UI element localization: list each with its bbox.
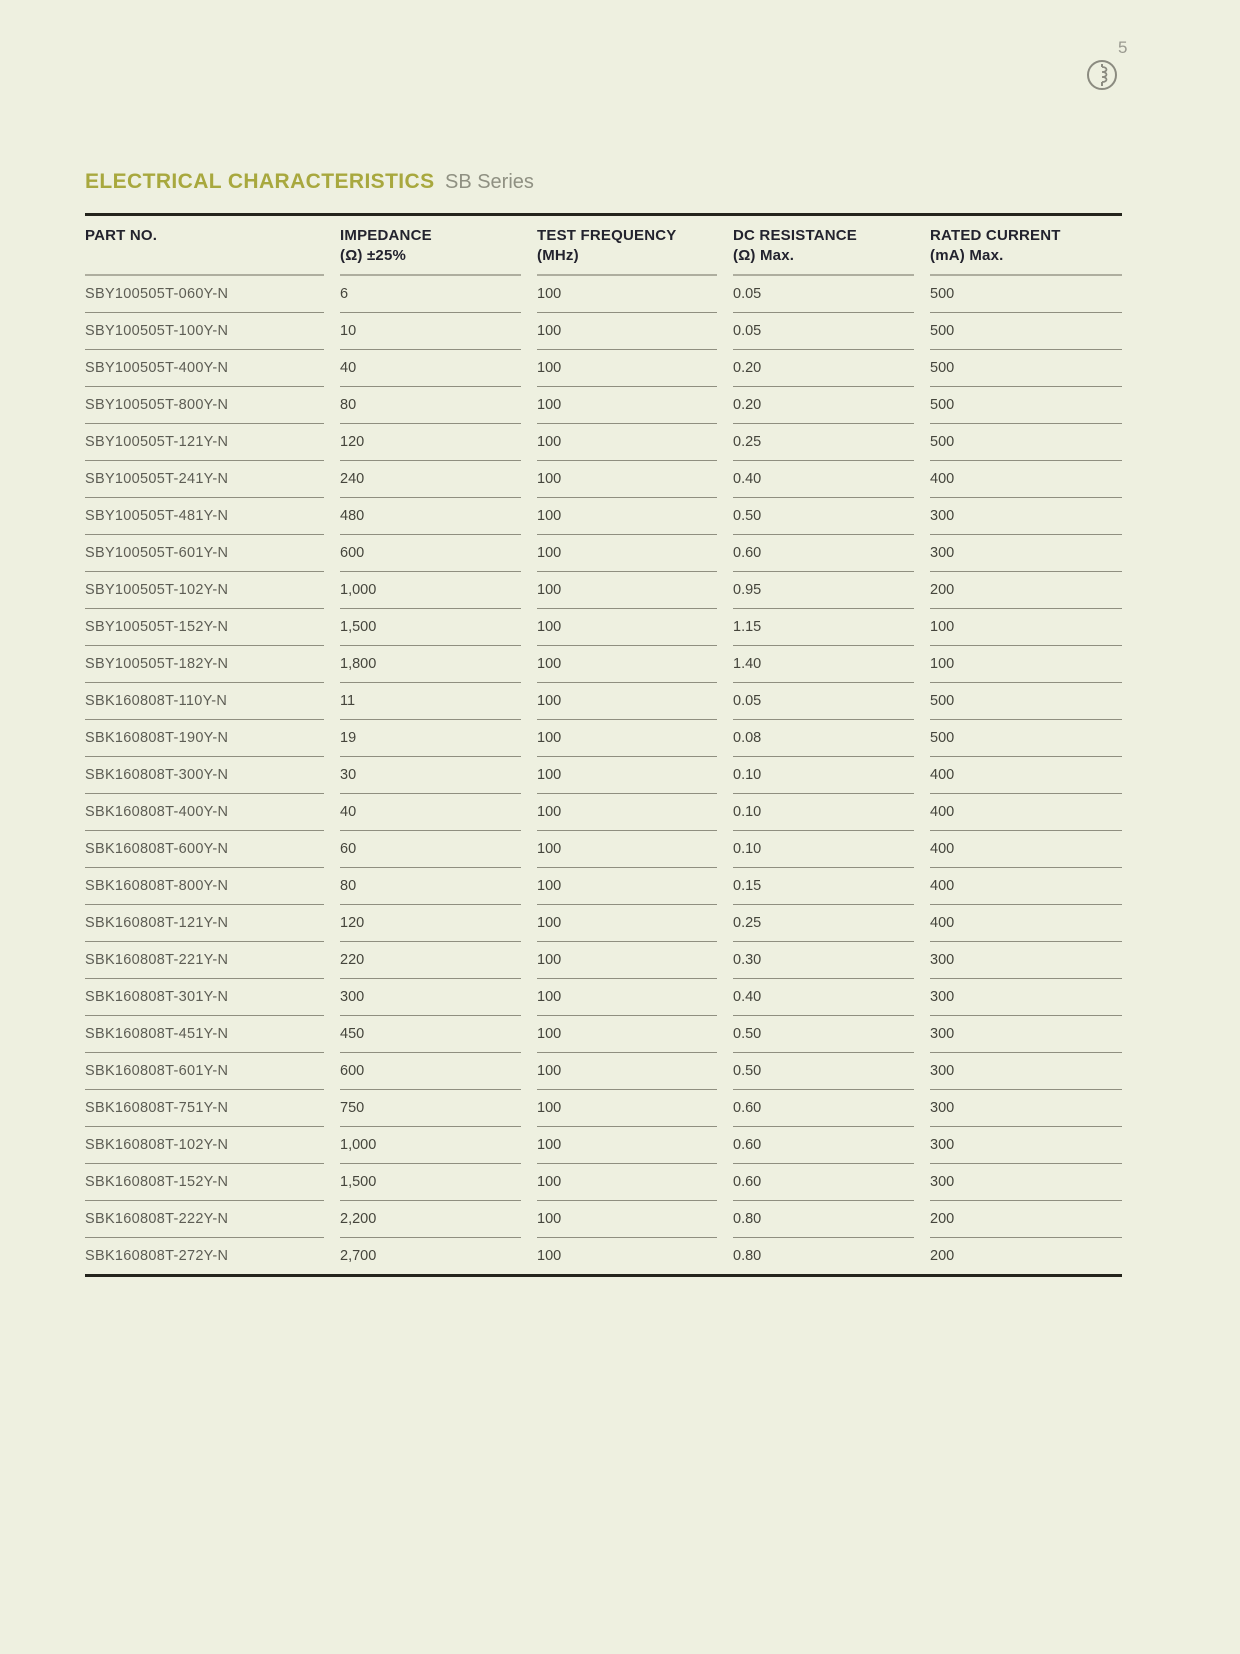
column-header-line1: PART NO.	[85, 227, 158, 244]
part-number-cell: SBK160808T-601Y-N	[85, 1053, 324, 1090]
value-cell: 0.25	[733, 424, 914, 461]
value-cell: 0.40	[733, 979, 914, 1016]
part-number-cell: SBY100505T-601Y-N	[85, 535, 324, 572]
table-row	[85, 350, 1122, 387]
value-cell: 0.30	[733, 942, 914, 979]
part-number-cell: SBY100505T-800Y-N	[85, 387, 324, 424]
table-row	[85, 905, 1122, 942]
part-number-cell: SBY100505T-241Y-N	[85, 461, 324, 498]
value-cell: 1,800	[340, 646, 521, 683]
part-number-cell: SBY100505T-100Y-N	[85, 313, 324, 350]
table-row	[85, 868, 1122, 905]
table-row	[85, 1127, 1122, 1164]
value-cell: 300	[930, 1090, 1122, 1127]
value-cell: 0.05	[733, 683, 914, 720]
value-cell: 0.10	[733, 831, 914, 868]
value-cell: 750	[340, 1090, 521, 1127]
value-cell: 0.50	[733, 1016, 914, 1053]
value-cell: 300	[930, 535, 1122, 572]
table-row	[85, 276, 1122, 313]
part-number-cell: SBY100505T-152Y-N	[85, 609, 324, 646]
table-row	[85, 1201, 1122, 1238]
table-row	[85, 757, 1122, 794]
value-cell: 500	[930, 387, 1122, 424]
value-cell: 200	[930, 572, 1122, 609]
column-header-line2: (MHz)	[537, 247, 579, 264]
value-cell: 1,500	[340, 609, 521, 646]
value-cell: 120	[340, 424, 521, 461]
table-row	[85, 313, 1122, 350]
table-row	[85, 979, 1122, 1016]
value-cell: 1.15	[733, 609, 914, 646]
part-number-cell: SBY100505T-060Y-N	[85, 276, 324, 313]
section-title-row	[85, 170, 1122, 196]
value-cell: 100	[537, 387, 717, 424]
value-cell: 100	[930, 609, 1122, 646]
value-cell: 100	[537, 683, 717, 720]
table-row	[85, 942, 1122, 979]
table-row	[85, 424, 1122, 461]
column-header-line1: TEST FREQUENCY	[537, 227, 677, 244]
value-cell: 100	[537, 720, 717, 757]
value-cell: 2,700	[340, 1248, 377, 1264]
series-subtitle: SB Series	[444, 171, 534, 193]
value-cell: 200	[930, 1201, 1122, 1238]
value-cell: 100	[537, 979, 717, 1016]
value-cell: 300	[340, 979, 521, 1016]
value-cell: 100	[537, 831, 717, 868]
value-cell: 600	[340, 1053, 521, 1090]
value-cell: 0.20	[733, 350, 914, 387]
part-number-cell: SBK160808T-190Y-N	[85, 720, 324, 757]
value-cell: 600	[340, 535, 521, 572]
value-cell: 500	[930, 683, 1122, 720]
value-cell: 500	[930, 720, 1122, 757]
value-cell: 400	[930, 757, 1122, 794]
value-cell: 0.95	[733, 572, 914, 609]
value-cell: 0.10	[733, 757, 914, 794]
value-cell: 100	[537, 461, 717, 498]
value-cell: 400	[930, 831, 1122, 868]
value-cell: 2,200	[340, 1201, 521, 1238]
value-cell: 0.40	[733, 461, 914, 498]
column-header	[537, 216, 717, 276]
value-cell: 1,000	[340, 1127, 521, 1164]
table-row	[85, 683, 1122, 720]
table-header	[85, 216, 1122, 276]
value-cell: 100	[537, 1127, 717, 1164]
value-cell: 100	[537, 1016, 717, 1053]
table-row	[85, 646, 1122, 683]
value-cell: 0.60	[733, 1164, 914, 1201]
value-cell: 300	[930, 1016, 1122, 1053]
table-row	[85, 794, 1122, 831]
part-number-cell: SBK160808T-600Y-N	[85, 831, 324, 868]
value-cell: 11	[340, 683, 521, 720]
value-cell: 400	[930, 794, 1122, 831]
part-number-cell: SBK160808T-800Y-N	[85, 868, 324, 905]
value-cell: 100	[537, 350, 717, 387]
part-number-cell: SBK160808T-751Y-N	[85, 1090, 324, 1127]
value-cell: 0.50	[733, 1053, 914, 1090]
value-cell: 100	[537, 276, 717, 313]
value-cell: 300	[930, 979, 1122, 1016]
value-cell: 0.60	[733, 535, 914, 572]
value-cell: 100	[537, 1164, 717, 1201]
part-number-cell: SBK160808T-152Y-N	[85, 1164, 324, 1201]
value-cell: 10	[340, 313, 521, 350]
value-cell: 0.60	[733, 1090, 914, 1127]
value-cell: 0.15	[733, 868, 914, 905]
value-cell: 100	[537, 868, 717, 905]
value-cell: 120	[340, 905, 521, 942]
value-cell: 300	[930, 1053, 1122, 1090]
table-row	[85, 572, 1122, 609]
part-number-cell: SBY100505T-121Y-N	[85, 424, 324, 461]
value-cell: 450	[340, 1016, 521, 1053]
main-content	[85, 170, 1122, 1277]
value-cell: 100	[537, 609, 717, 646]
value-cell: 0.25	[733, 905, 914, 942]
table-row	[85, 1238, 1122, 1274]
part-number-cell: SBY100505T-182Y-N	[85, 646, 324, 683]
value-cell: 100	[537, 794, 717, 831]
value-cell: 300	[930, 498, 1122, 535]
part-number-cell: SBK160808T-102Y-N	[85, 1127, 324, 1164]
value-cell: 100	[537, 757, 717, 794]
value-cell: 1.40	[733, 646, 914, 683]
table-row	[85, 461, 1122, 498]
value-cell: 200	[930, 1248, 955, 1264]
value-cell: 100	[537, 1090, 717, 1127]
value-cell: 0.05	[733, 313, 914, 350]
value-cell: 100	[537, 1201, 717, 1238]
value-cell: 100	[537, 498, 717, 535]
value-cell: 0.10	[733, 794, 914, 831]
value-cell: 80	[340, 868, 521, 905]
column-header	[85, 216, 324, 276]
column-header	[733, 216, 914, 276]
value-cell: 0.80	[733, 1201, 914, 1238]
part-number-cell: SBK160808T-301Y-N	[85, 979, 324, 1016]
value-cell: 500	[930, 350, 1122, 387]
column-header-line1: IMPEDANCE	[340, 227, 432, 244]
value-cell: 40	[340, 794, 521, 831]
value-cell: 400	[930, 868, 1122, 905]
table-row	[85, 720, 1122, 757]
value-cell: 100	[537, 646, 717, 683]
table-row	[85, 1090, 1122, 1127]
part-number-cell: SBK160808T-222Y-N	[85, 1201, 324, 1238]
table-row	[85, 609, 1122, 646]
value-cell: 19	[340, 720, 521, 757]
table-row	[85, 1164, 1122, 1201]
part-number-cell: SBK160808T-110Y-N	[85, 683, 324, 720]
value-cell: 0.20	[733, 387, 914, 424]
value-cell: 40	[340, 350, 521, 387]
value-cell: 0.08	[733, 720, 914, 757]
value-cell: 1,500	[340, 1164, 521, 1201]
part-number-cell: SBK160808T-300Y-N	[85, 757, 324, 794]
value-cell: 220	[340, 942, 521, 979]
column-header-line2: (mA) Max.	[930, 247, 1004, 264]
value-cell: 80	[340, 387, 521, 424]
value-cell: 30	[340, 757, 521, 794]
column-header	[340, 216, 521, 276]
value-cell: 300	[930, 1127, 1122, 1164]
value-cell: 240	[340, 461, 521, 498]
value-cell: 100	[537, 905, 717, 942]
value-cell: 100	[537, 424, 717, 461]
table-row	[85, 387, 1122, 424]
page-number: 5	[1118, 38, 1128, 57]
section-title: ELECTRICAL CHARACTERISTICS	[85, 170, 435, 193]
table-row	[85, 535, 1122, 572]
part-number-cell: SBK160808T-221Y-N	[85, 942, 324, 979]
value-cell: 300	[930, 1164, 1122, 1201]
column-header	[930, 216, 1122, 276]
value-cell: 480	[340, 498, 521, 535]
column-header-line2: (Ω) ±25%	[340, 247, 407, 264]
value-cell: 60	[340, 831, 521, 868]
value-cell: 100	[537, 535, 717, 572]
table-row	[85, 831, 1122, 868]
part-number-cell: SBY100505T-102Y-N	[85, 572, 324, 609]
value-cell: 0.80	[733, 1248, 762, 1264]
column-header-line1: RATED CURRENT	[930, 227, 1061, 244]
value-cell: 6	[340, 276, 521, 313]
table-row	[85, 1053, 1122, 1090]
value-cell: 500	[930, 276, 1122, 313]
value-cell: 300	[930, 942, 1122, 979]
electrical-characteristics-table	[85, 213, 1122, 1277]
table-row	[85, 1016, 1122, 1053]
value-cell: 500	[930, 424, 1122, 461]
value-cell: 100	[930, 646, 1122, 683]
value-cell: 1,000	[340, 572, 521, 609]
table-row	[85, 498, 1122, 535]
value-cell: 0.05	[733, 276, 914, 313]
part-number-cell: SBK160808T-272Y-N	[85, 1248, 229, 1264]
value-cell: 400	[930, 461, 1122, 498]
part-number-cell: SBK160808T-400Y-N	[85, 794, 324, 831]
value-cell: 0.50	[733, 498, 914, 535]
coil-inductor-circle-icon	[1082, 54, 1122, 94]
value-cell: 0.60	[733, 1127, 914, 1164]
column-header-line2: (Ω) Max.	[733, 247, 795, 264]
value-cell: 100	[537, 572, 717, 609]
column-header-line1: DC RESISTANCE	[733, 227, 857, 244]
value-cell: 400	[930, 905, 1122, 942]
part-number-cell: SBY100505T-481Y-N	[85, 498, 324, 535]
value-cell: 100	[537, 942, 717, 979]
value-cell: 100	[537, 1248, 562, 1264]
table-body	[85, 276, 1122, 1274]
value-cell: 100	[537, 313, 717, 350]
part-number-cell: SBK160808T-121Y-N	[85, 905, 324, 942]
value-cell: 500	[930, 313, 1122, 350]
part-number-cell: SBY100505T-400Y-N	[85, 350, 324, 387]
part-number-cell: SBK160808T-451Y-N	[85, 1016, 324, 1053]
value-cell: 100	[537, 1053, 717, 1090]
